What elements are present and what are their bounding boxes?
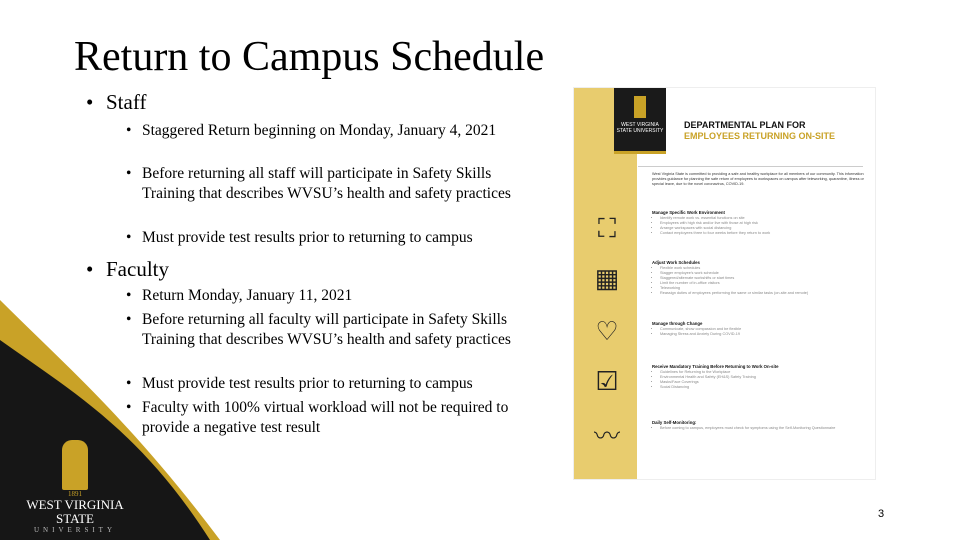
flyer-block: Adjust Work Schedules • Flexible work schedules • Stagger employee's work schedule • Staggered/alternate workshifts or start times • Limit the number of in-office visitors • Teleworking • Reassign duties of employees performing the same or similar tasks (on-site and remote) [652, 260, 870, 296]
flyer-subheading: EMPLOYEES RETURNING ON-SITE [684, 131, 836, 141]
flyer-intro: West Virginia State is committed to providing a safe and healthy workplace for all members of our community. This information provides guidance for planning the safe return of employees to workspaces on campus after teleworking, quarantine, illness or special leave, due to the novel coronavirus, COVID-19. [652, 172, 864, 186]
section-staff: • Staff [86, 90, 146, 114]
university-logo [20, 440, 130, 534]
flyer-block: Manage Specific Work Environment • Identify remote work vs. essential functions on site • Employees with high risk and/or live with those at high risk • Arrange workspaces with social distancing • Contact employees three to four weeks before they return to work [652, 210, 870, 236]
flyer-block: Daily Self-Monitoring: • Before coming to campus, employees must check for symptoms using the Self-Monitoring Questionnaire [652, 420, 870, 431]
heartbeat-icon: 〰 [593, 421, 620, 451]
slide-title: Return to Campus Schedule [74, 34, 545, 80]
flyer-block: Manage through Change • Communicate, show compassion and be flexible • Managing Stress and Anxiety During COVID-19 [652, 321, 870, 337]
calendar-clock-icon: ▦ [594, 263, 620, 293]
desk-icon: ⛶ [597, 213, 617, 243]
faculty-item: • Return Monday, January 11, 2021 [126, 286, 536, 306]
staff-item: • Must provide test results prior to returning to campus [126, 228, 536, 248]
flyer-heading: DEPARTMENTAL PLAN FOR [684, 120, 806, 130]
flyer-logo-badge: WEST VIRGINIA STATE UNIVERSITY [614, 88, 666, 154]
logo-line1: WEST VIRGINIA [26, 497, 124, 512]
logo-line2: STATE [56, 511, 94, 526]
faculty-item: • Must provide test results prior to returning to campus [126, 374, 536, 394]
staff-item: • Before returning all staff will participate in Safety Skills Training that describes WVSU’s health and safety practices [126, 164, 536, 203]
flyer-block: Receive Mandatory Training Before Returning to Work On-site • Guidelines for Returning to the Workplace • Environmental Health and Safety (EH&S) Safety Training • Masks/Face Coverings • Social Distancing [652, 364, 870, 390]
tower-icon [62, 440, 88, 490]
faculty-item: • Before returning all faculty will participate in Safety Skills Training that describes WVSU’s health and safety practices [126, 310, 536, 349]
checklist-icon: ☑ [595, 366, 619, 396]
departmental-plan-flyer [573, 87, 876, 480]
faculty-item: • Faculty with 100% virtual workload will not be required to provide a negative test result [126, 398, 536, 437]
staff-item: • Staggered Return beginning on Monday, January 4, 2021 [126, 121, 536, 141]
page-number: 3 [878, 508, 885, 520]
logo-year: 1891 [68, 490, 82, 498]
divider [638, 166, 863, 167]
handshake-heart-icon: ♡ [595, 316, 619, 346]
logo-line3: UNIVERSITY [34, 526, 116, 534]
section-faculty: • Faculty [86, 257, 169, 281]
